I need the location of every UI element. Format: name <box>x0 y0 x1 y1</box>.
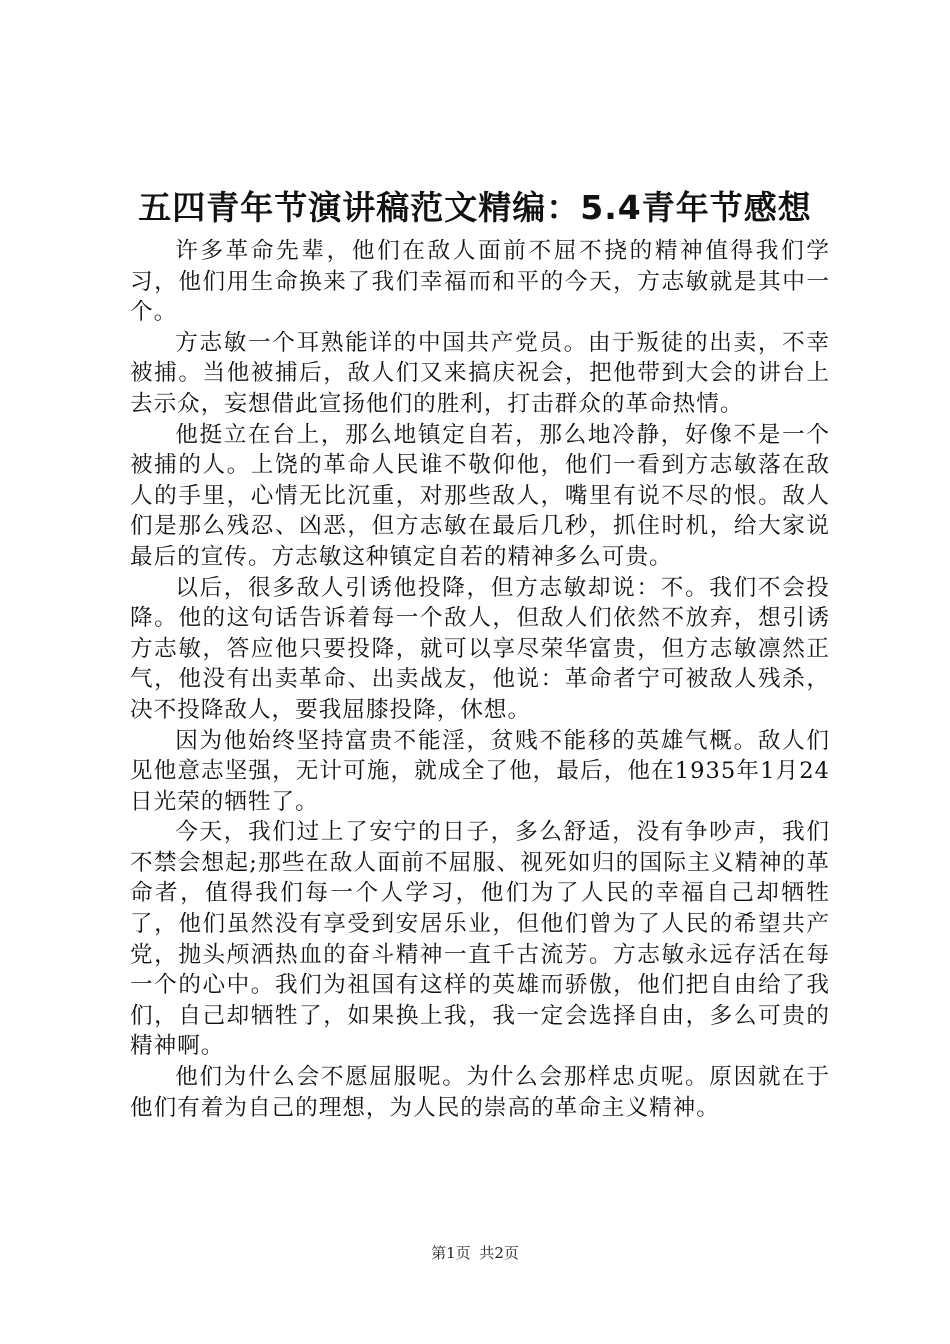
document-body <box>130 236 830 1123</box>
paragraph-7: 他们为什么会不愿屈服呢。为什么会那样忠贞呢。原因就在于他们有着为自己的理想，为人民的崇高的革命主义精神。 <box>130 1064 830 1121</box>
paragraph-5: 因为他始终坚持富贵不能淫，贫贱不能移的英雄气概。敌人们见他意志坚强，无计可施，就成全了他，最后，他在1935年1月24日光荣的牺牲了。 <box>130 727 830 815</box>
paragraph-6: 今天，我们过上了安宁的日子，多么舒适，没有争吵声，我们不禁会想起;那些在敌人面前不屈服、视死如归的国际主义精神的革命者，值得我们每一个人学习，他们为了人民的幸福自己却牺牲了，他们虽然没有享受到安居乐业，但他们曾为了人民的希望共产党，抛头颅洒热血的奋斗精神一直千古流芳。方志敏永远存活在每一个的心中。我们为祖国有这样的英雄而骄傲，他们把自由给了我们，自己却牺牲了，如果换上我，我一定会选择自由，多么可贵的精神啊。 <box>130 819 830 1060</box>
paragraph-4: 以后，很多敌人引诱他投降，但方志敏却说：不。我们不会投降。他的这句话告诉着每一个敌人，但敌人们依然不放弃，想引诱方志敏，答应他只要投降，就可以享尽荣华富贵，但方志敏凛然正气，他没有出卖革命、出卖战友，他说：革命者宁可被敌人残杀，决不投降敌人，要我屈膝投降，休想。 <box>130 574 830 723</box>
page-number: 第1页 <box>431 1244 471 1262</box>
document-title: 五四青年节演讲稿范文精编：5.4青年节感想 <box>138 188 812 227</box>
page-footer <box>0 1243 950 1263</box>
paragraph-2: 方志敏一个耳熟能详的中国共产党员。由于叛徒的出卖，不幸被捕。当他被捕后，敌人们又来搞庆祝会，把他带到大会的讲台上去示众，妄想借此宣扬他们的胜利，打击群众的革命热情。 <box>130 329 830 417</box>
paragraph-3: 他挺立在台上，那么地镇定自若，那么地冷静，好像不是一个被捕的人。上饶的革命人民谁不敬仰他，他们一看到方志敏落在敌人的手里，心情无比沉重，对那些敌人，嘴里有说不尽的恨。敌人们是那么残忍、凶恶，但方志敏在最后几秒，抓住时机，给大家说最后的宣传。方志敏这种镇定自若的精神多么可贵。 <box>130 421 830 570</box>
paragraph-1: 许多革命先辈，他们在敌人面前不屈不挠的精神值得我们学习，他们用生命换来了我们幸福而和平的今天，方志敏就是其中一个。 <box>130 238 830 326</box>
page-total: 共2页 <box>479 1244 519 1262</box>
